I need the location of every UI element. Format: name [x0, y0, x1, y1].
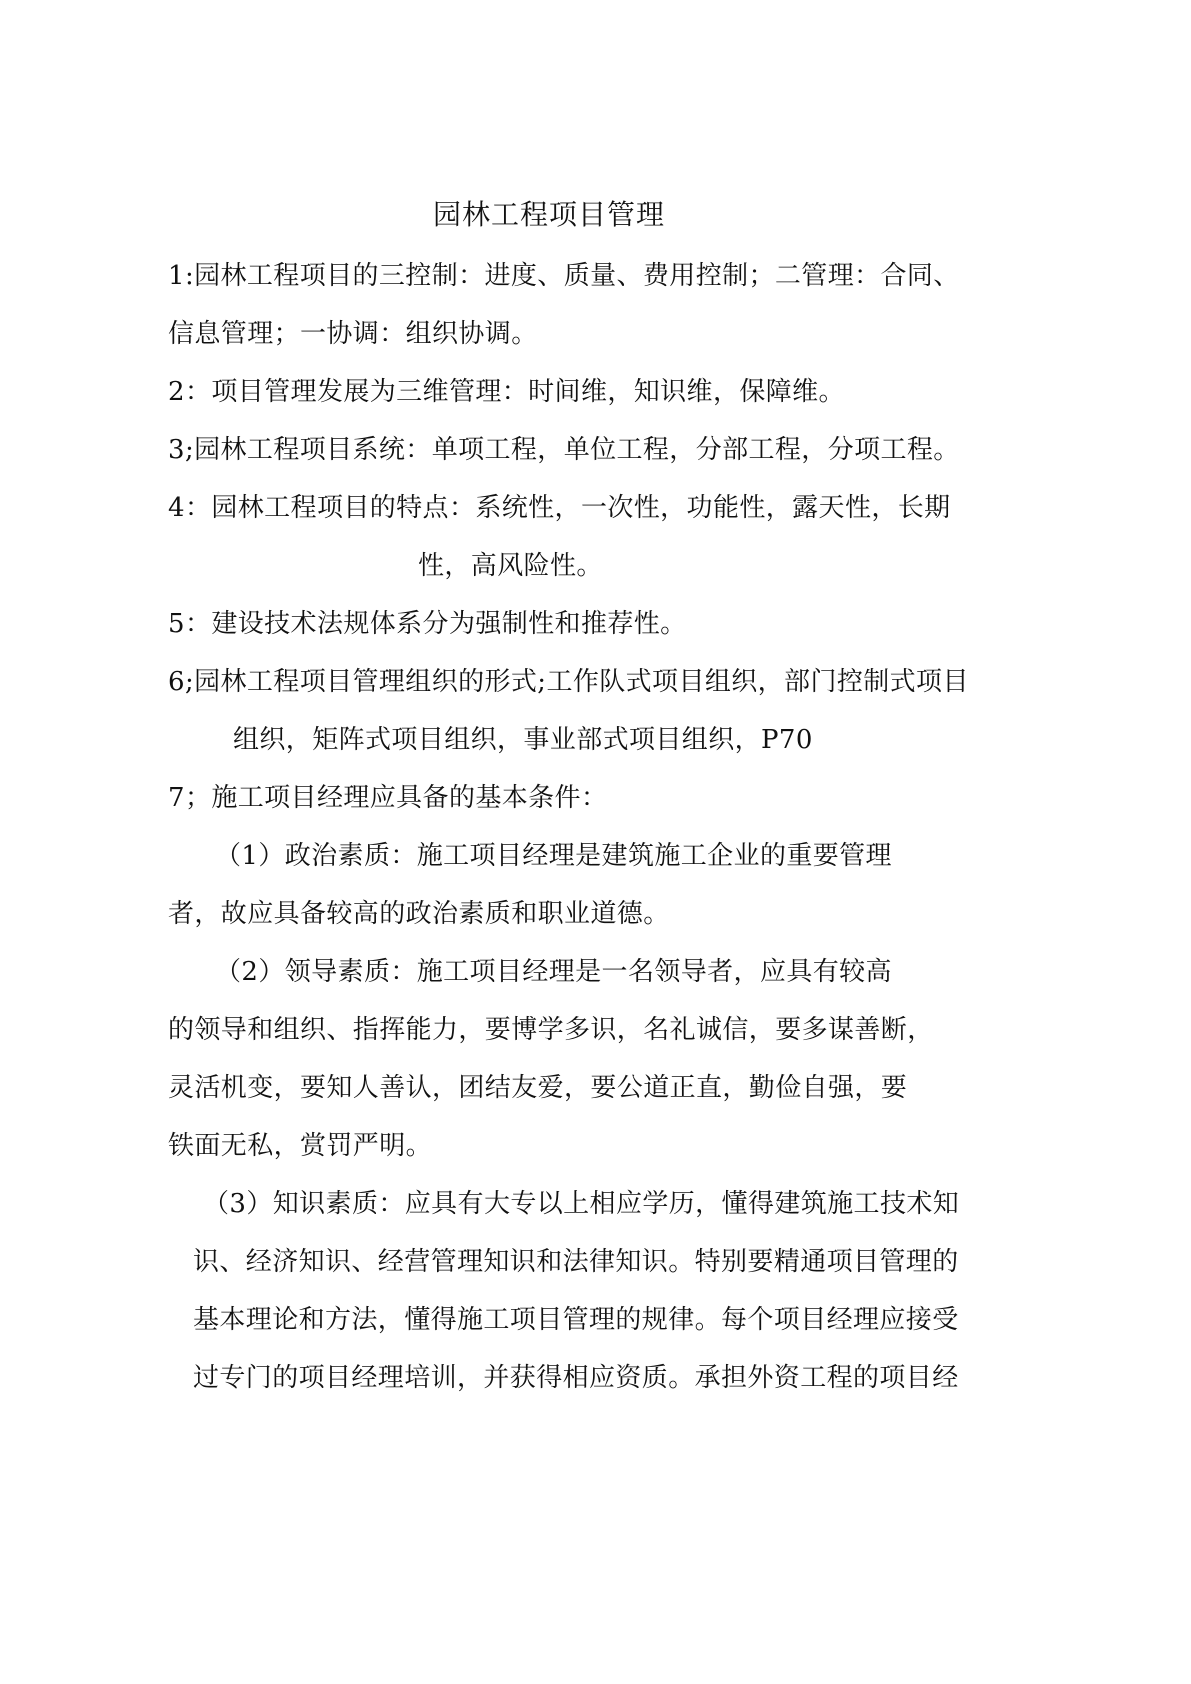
paragraph-line: 者，故应具备较高的政治素质和职业道德。 — [168, 899, 670, 929]
paragraph-line: 信息管理；一协调：组织协调。 — [168, 319, 538, 349]
paragraph-line: 6;园林工程项目管理组织的形式;工作队式项目组织，部门控制式项目 — [168, 667, 969, 697]
paragraph-line: 2：项目管理发展为三维管理：时间维，知识维，保障维。 — [168, 377, 845, 407]
paragraph-line: 基本理论和方法，懂得施工项目管理的规律。每个项目经理应接受 — [193, 1305, 959, 1335]
paragraph-line: （2）领导素质：施工项目经理是一名领导者，应具有较高 — [215, 957, 892, 987]
paragraph-line: 3;园林工程项目系统：单项工程，单位工程，分部工程，分项工程。 — [168, 435, 960, 465]
paragraph-line: 组织，矩阵式项目组织，事业部式项目组织，P70 — [233, 725, 813, 755]
paragraph-line: 性，高风险性。 — [418, 551, 603, 581]
paragraph-line: 5：建设技术法规体系分为强制性和推荐性。 — [168, 609, 687, 639]
document-title: 园林工程项目管理 — [433, 198, 666, 231]
paragraph-line: 铁面无私，赏罚严明。 — [168, 1131, 433, 1161]
paragraph-line: （1）政治素质：施工项目经理是建筑施工企业的重要管理 — [215, 841, 892, 871]
paragraph-line: 过专门的项目经理培训，并获得相应资质。承担外资工程的项目经 — [193, 1363, 959, 1393]
paragraph-line: 4：园林工程项目的特点：系统性，一次性，功能性，露天性，长期 — [168, 493, 951, 523]
paragraph-line: 灵活机变，要知人善认，团结友爱，要公道正直，勤俭自强，要 — [168, 1073, 908, 1103]
paragraph-line: 的领导和组织、指挥能力，要博学多识，名礼诚信，要多谋善断， — [168, 1015, 934, 1045]
paragraph-line: 7；施工项目经理应具备的基本条件： — [168, 783, 608, 813]
paragraph-line: 识、经济知识、经营管理知识和法律知识。特别要精通项目管理的 — [193, 1247, 959, 1277]
paragraph-line: （3）知识素质：应具有大专以上相应学历，懂得建筑施工技术知 — [203, 1189, 960, 1219]
paragraph-line: 1:园林工程项目的三控制：进度、质量、费用控制；二管理：合同、 — [168, 261, 960, 291]
